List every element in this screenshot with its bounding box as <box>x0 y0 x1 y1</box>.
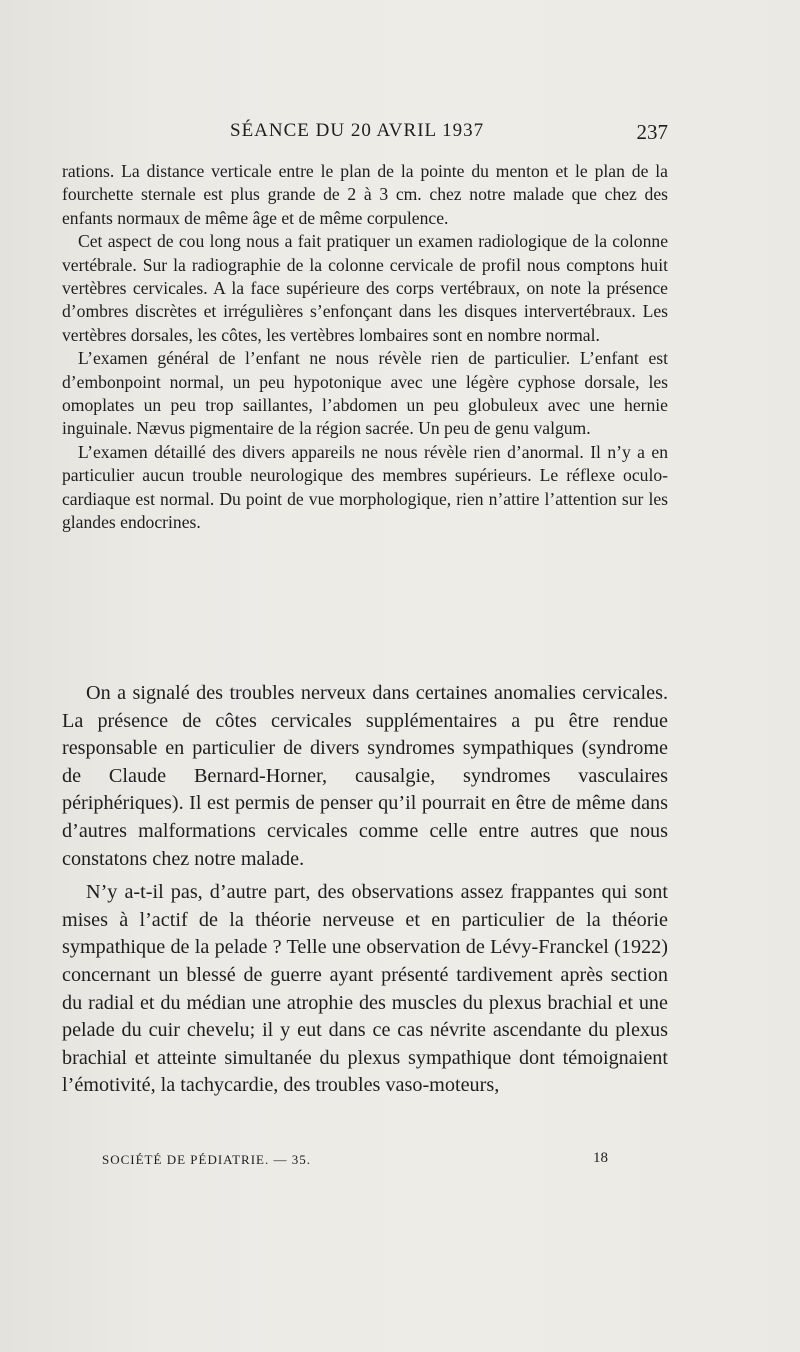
paragraph-3: L’examen général de l’enfant ne nous révèle rien de particulier. L’enfant est d’embonpoint normal, un peu hypotonique avec une légère cyphose dorsale, les omoplates un peu trop saillantes, l’abdomen un peu globuleux avec une hernie inguinale. Nævus pigmentaire de la région sacrée. Un peu de genu valgum. <box>62 348 668 439</box>
paragraph-5: On a signalé des troubles nerveux dans certaines anomalies cervicales. La présence de côtes cervicales supplémentaires a pu être rendue responsable en particulier de divers syndromes sympathiques (syndrome de Claude Bernard-Horner, causalgie, syndromes vasculaires périphériques). Il est permis de penser qu’il pourrait en être de même dans d’autres malformations cervicales comme celle entre autres que nous constatons chez notre malade. <box>62 682 668 870</box>
section-discussion <box>62 680 668 1100</box>
page-number: 237 <box>636 120 668 144</box>
sheet-number: 18 <box>593 1150 608 1166</box>
paragraph-1: rations. La distance verticale entre le plan de la pointe du menton et le plan de la fourchette sternale est plus grande de 2 à 3 cm. chez notre malade que chez des enfants normaux de même âge et de même corpulence. <box>62 161 668 228</box>
page-header <box>62 118 668 148</box>
section-observation <box>62 160 668 535</box>
signature-mark: SOCIÉTÉ DE PÉDIATRIE. — 35. <box>102 1152 311 1167</box>
paragraph-6: N’y a-t-il pas, d’autre part, des observations assez frappantes qui sont mises à l’actif de la théorie nerveuse et en particulier de la théorie sympathique de la pelade ? Telle une observation de Lévy-Franckel (1922) concernant un blessé de guerre ayant présenté tardivement après section du radial et du médian une atrophie des muscles du plexus brachial et une pelade du cuir chevelu; il y eut dans ce cas névrite ascendante du plexus brachial et atteinte simultanée du plexus sympathique dont témoignaient l’émotivité, la tachycardie, des troubles vaso-moteurs, <box>62 881 668 1097</box>
paragraph-2: Cet aspect de cou long nous a fait pratiquer un examen radiologique de la colonne vertébrale. Sur la radiographie de la colonne cervicale de profil nous comptons huit vertèbres cervicales. A la face supérieure des corps vertébraux, on note la présence d’ombres discrètes et irrégulières s’enfonçant dans les disques intervertébraux. Les vertèbres dorsales, les côtes, les vertèbres lombaires sont en nombre normal. <box>62 231 668 345</box>
running-title: SÉANCE DU 20 AVRIL 1937 <box>230 120 485 141</box>
paragraph-4: L’examen détaillé des divers appareils ne nous révèle rien d’anormal. Il n’y a en particulier aucun trouble neurologique des membres supérieurs. Le réflexe oculo-cardiaque est normal. Du point de vue morphologique, rien n’attire l’attention sur les glandes endocrines. <box>62 441 668 533</box>
page-footer <box>102 1150 608 1176</box>
